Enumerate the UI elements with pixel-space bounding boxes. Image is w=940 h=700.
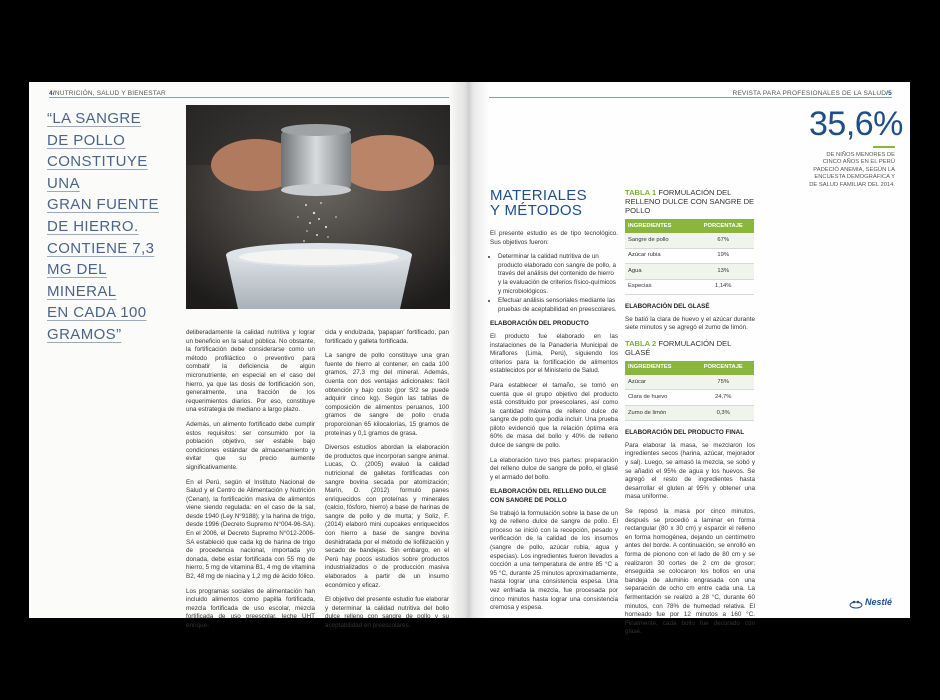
table-cell: 67%: [692, 233, 754, 248]
magazine-spread: [29, 82, 910, 636]
subheading: ELABORACIÓN DEL GLASÉ: [625, 303, 710, 310]
statistic-callout: [809, 105, 903, 189]
paragraph: La sangre de pollo constituye una gran fuente de hierro al contener, en cada 100 gramos, 27,3 mg del mineral. Además, cuenta con dos ventajas adicionales: fácil obtención y bajo costo (por S/2 se puede adquirir cinco kg). Según las tablas de composición de alimentos peruanos, 100 gramos de sangre de pollo cruda proporcionan 65 kilocalorías, 15 gramos de proteínas y 0,1 gramos de grasa.: [325, 352, 449, 437]
nest-icon: [849, 598, 863, 608]
right-page-header: REVISTA PARA PROFESIONALES DE LA SALUD/5: [732, 90, 892, 97]
table-header: PORCENTAJE: [692, 361, 754, 375]
quote-line: MG DEL MINERAL: [47, 261, 117, 300]
right-page: [469, 82, 910, 636]
quote-line: DE POLLO: [47, 131, 126, 149]
paragraph: Los programas sociales de alimentación han incluido alimentos como papilla fortificada, mezcla fortificada de uso escolar, mezcla fortificada de uso preescolar, leche UHT enrique-: [186, 587, 315, 629]
table1-title: [625, 188, 755, 215]
left-page-header: 4/NUTRICIÓN, SALUD Y BIENESTAR: [49, 90, 166, 97]
table-cell: 75%: [692, 375, 754, 390]
table-cell: Sangre de pollo: [625, 233, 692, 248]
right-header-rule: [489, 97, 892, 98]
table-header: INGREDIENTES: [625, 219, 692, 233]
heading-line: MATERIALES: [490, 187, 587, 204]
section-heading: [490, 188, 618, 218]
flour-sifting-photo: [186, 105, 450, 309]
quote-line: CONTIENE 7,3: [47, 239, 155, 257]
paragraph: Se reposó la masa por cinco minutos, después se procedió a laminar en forma rectangular (80 x 30 cm) y esparcir el relleno en forma homogénea, dejando un centímetro antes del borde. A continuación, se enrolló en forma de pionono con el lado de 80 cm y se realizaron 30 cortes de 2 cm de grosor; enseguida se colocaron los bollos en una bandeja de aluminio engrasada con una separación de ocho cm entre cada una. La fermentación se realizó a 28 °C, durante 60 minutos, con 78% de humedad relativa. El horneado fue por 12 minutos a 160 °C. Finalmente, cada bollo fue decorado con glasé.: [625, 508, 755, 636]
table-header: PORCENTAJE: [692, 219, 754, 233]
paragraph: Además, un alimento fortificado debe cumplir estos requisitos: ser consumido por la población objetivo, ser estable bajo condiciones estándar de almacenamiento y evitar que su precio aumente significativamente.: [186, 420, 315, 471]
article-column-1: [186, 329, 315, 637]
paragraph: La elaboración tuvo tres partes: preparación del relleno dulce de sangre de pollo, el glasé y el armado del bollo.: [490, 456, 618, 481]
paragraph: Se trabajó la formulación sobre la base de un kg de relleno dulce de sangre de pollo. El proceso se inició con la recepción, pesado y verificación de la calidad de los insumos (sangre de pollo, azúcar rubia, agua y especias). Los ingredientes fueron llevados a cocción a una temperatura de entre 85 °C a 95 °C, durante 25 minutos aproximadamente, hasta lograr una consistencia espesa. Una vez enfriada la mezcla, fue procesada por cinco minutos hasta lograr una consistencia cremosa y espesa.: [490, 509, 618, 612]
quote-line: EN CADA 100: [47, 304, 147, 322]
stat-rule: [873, 146, 895, 148]
left-page-number: 4: [49, 90, 53, 97]
list-item: • Efectuar análisis sensoriales mediante las pruebas de aceptabilidad en preescolares.: [498, 297, 618, 314]
objectives-list: [490, 253, 618, 314]
heading-line: Y MÉTODOS: [490, 202, 583, 219]
table-header: INGREDIENTES: [625, 361, 692, 375]
table-row: [625, 233, 754, 248]
list-item: • Determinar la calidad nutritiva de un producto elaborado con sangre de pollo, a través del análisis del contenido de hierro y la evaluación de criterios físico-químicos y microbiológicos.: [498, 253, 618, 296]
left-section-title: NUTRICIÓN, SALUD Y BIENESTAR: [54, 90, 166, 97]
table-cell: Clara de huevo: [625, 390, 692, 406]
paragraph: Diversos estudios abordan la elaboración de productos que incorporan sangre animal. Lucas, O. (2005) evaluó la calidad nutricional de galletas fortificadas con sangre bovina secada por atomización; Marín, O. (2012) formuló panes enriquecidos con proteínas y minerales (calcio, fósforo, hierro) a base de harinas de sangre de pollo y de murta; y Soliz, F. (2014) elaboró mini cupcakes enriquecidos con hierro a base de sangre bovina deshidratada por el método de liofilización y secado de bandejas. Sin embargo, en el Perú hay pocos estudios sobre productos industrializados o de producción masiva elaborados a partir de un insumo económico y eficaz.: [325, 444, 449, 589]
paragraph: En el Perú, según el Instituto Nacional de Salud y el Centro de Alimentación y Nutrición (Cenan), la fortificación masiva de alimentos viene siendo regulada: en el caso de la sal, desde 1940 (Ley N°9188); y la harina de trigo, desde 1996 (Decreto Supremo N°004-96-SA). En el 2006, el Decreto Supremo N°012-2006-SA estableció que cada kg de harina de trigo de procedencia nacional, importada y/o donada, debe estar fortificada con 55 mg de hierro, 5 mg de vitamina B1, 4 mg de vitamina B2, 48 mg de niacina y 1,2 mg de ácido fólico.: [186, 478, 315, 581]
table-cell: 1,14%: [692, 279, 754, 295]
table-row: [625, 248, 754, 264]
subheading: ELABORACIÓN DEL PRODUCTO FINAL: [625, 429, 745, 437]
table-row: [625, 390, 754, 406]
subheading: ELABORACIÓN DEL PRODUCTO: [490, 320, 589, 328]
left-header-rule: [49, 97, 449, 98]
quote-line: CONSTITUYE UNA: [47, 153, 148, 192]
page-gutter-shadow: [449, 82, 489, 618]
table-cell: Zumo de limón: [625, 405, 692, 421]
table1-number: TABLA 1: [625, 188, 657, 197]
table-row: [625, 405, 754, 421]
table2-caption: FORMULACIÓN DEL GLASÉ: [625, 338, 732, 357]
table-cell: 13%: [692, 264, 754, 280]
table-row: [625, 375, 754, 390]
quote-line: “LA SANGRE: [47, 110, 142, 127]
table-cell: 24,7%: [692, 390, 754, 406]
pull-quote: [47, 108, 172, 346]
table1-caption: FORMULACIÓN DEL RELLENO DULCE CON SANGRE DE POLLO: [625, 188, 755, 215]
paragraph: Para establecer el tamaño, se tomó en cuenta que el grupo objetivo del producto está constituido por preescolares, así como la cantidad máxima de relleno dulce de sangre de pollo que podía incluir. Una prueba piloto evidenció que la relación óptima era 60% de masa del bollo y 40% de relleno dulce de sangre de pollo.: [490, 381, 618, 450]
quote-line: GRAMOS”: [47, 325, 122, 343]
article-column-3: [490, 188, 618, 619]
table-row: [625, 279, 754, 295]
article-column-2: [325, 329, 449, 637]
table-row: [625, 264, 754, 280]
stat-value: 35,6%: [809, 105, 903, 143]
table1: [625, 219, 754, 295]
stat-caption: DE NIÑOS MENORES DE CINCO AÑOS EN EL PERÚ PADECIÓ ANEMIA, SEGÚN LA ENCUESTA DEMOGRÁFICA Y DE SALUD FAMILIAR DEL 2014.: [809, 152, 895, 188]
logo-wordmark: Nestlé: [864, 597, 892, 608]
paragraph: Se batió la clara de huevo y el azúcar durante siete minutos y se agregó el zumo de limón.: [625, 315, 755, 332]
table-cell: Azúcar rubia: [625, 248, 692, 264]
paragraph: cida y endulzada, 'papapan' fortificado, pan fortificado y galleta fortificada.: [325, 329, 449, 345]
table2-number: TABLA 2: [625, 338, 657, 348]
paragraph: El objetivo del presente estudio fue elaborar y determinar la calidad nutritiva del bollo dulce relleno con sangre de pollo y su aceptabilidad en preescolares.: [325, 596, 449, 629]
right-section-title: REVISTA PARA PROFESIONALES DE LA SALUD: [732, 90, 887, 97]
subheading: ELABORACIÓN DEL RELLENO DULCE CON SANGRE DE POLLO: [490, 488, 607, 505]
paragraph: Para elaborar la masa, se mezclaron los ingredientes secos (harina, azúcar, mejorador y sal). Luego, se amasó la mezcla, se sobó y se añadió el 95% de agua y los huevos. Se agregó el resto de ingredientes hasta desarrollar el gluten al 95% y obtener una masa uniforme.: [625, 441, 755, 501]
nestle-logo: [849, 597, 892, 608]
table2: [625, 361, 754, 422]
table-cell: Azúcar: [625, 375, 692, 390]
right-page-number: 5: [888, 90, 892, 97]
table-cell: 0,3%: [692, 405, 754, 421]
table-cell: Especias: [625, 279, 692, 295]
table-cell: Agua: [625, 264, 692, 280]
table-cell: 19%: [692, 248, 754, 264]
article-column-4: [625, 188, 755, 643]
table2-title: [625, 339, 755, 357]
paragraph: El presente estudio es de tipo tecnológico. Sus objetivos fueron:: [490, 230, 618, 246]
left-page: [29, 82, 469, 629]
quote-line: GRAN FUENTE: [47, 196, 159, 214]
quote-line: DE HIERRO.: [47, 217, 139, 235]
paragraph: El producto fue elaborado en las instalaciones de la Panadería Municipal de Miraflores (Lima, Perú), siguiendo los criterios para la fortificación de alimentos establecidos por el Ministerio de Salud.: [490, 332, 618, 375]
paragraph: deliberadamente la calidad nutritiva y lograr un beneficio en la salud pública. No obstante, la fortificación debe considerarse como un método profiláctico o preventivo para combatir la deficiencia de algún micronutriente, en especial en el caso del hierro, ya que las dosis de fortificación son, generalmente, una fracción de los requerimientos diarios. Por eso, constituye una estrategia de mediano a largo plazo.: [186, 329, 315, 414]
